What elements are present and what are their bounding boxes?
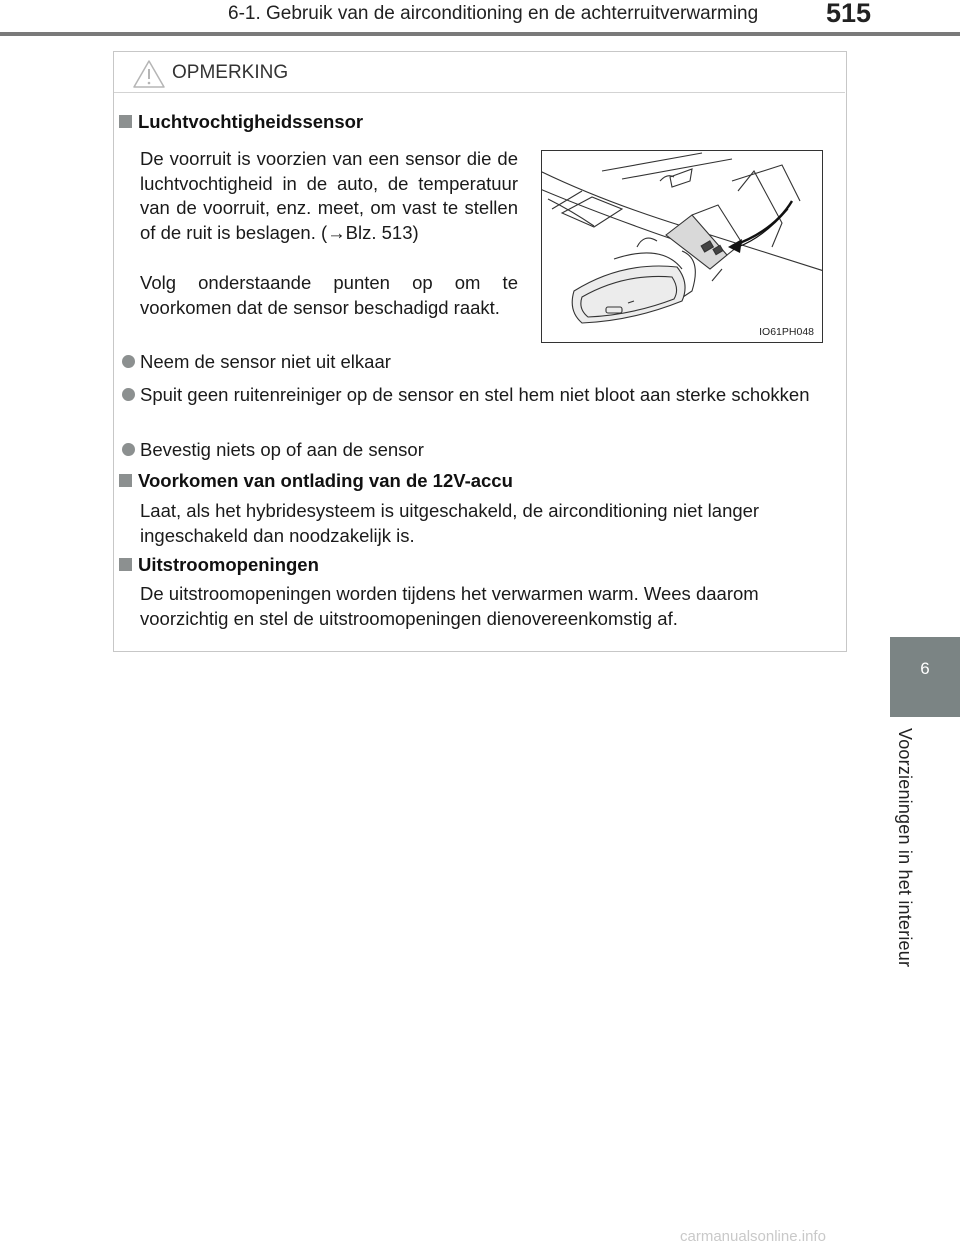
windshield-sensor-drawing <box>542 151 823 343</box>
note-title: OPMERKING <box>172 62 289 83</box>
section-heading <box>119 111 363 133</box>
paragraph: Laat, als het hybridesysteem is uitgeschakeld, de airconditioning niet langer ingeschakeld dan noodzakelijk is. <box>140 500 760 546</box>
section-heading-text: Voorkomen van ontlading van de 12V-accu <box>138 470 513 491</box>
note-header <box>114 52 845 93</box>
round-bullet-icon <box>122 388 135 401</box>
bullet-text: Bevestig niets op of aan de sensor <box>140 439 424 460</box>
paragraph: Volg onderstaande punten op om te voorkomen dat de sensor beschadigd raakt. <box>140 272 518 318</box>
header-rule <box>0 32 960 36</box>
paragraph: De voorruit is voorzien van een sensor die de luchtvochtigheid in de auto, de temperatuur van de voorruit, enz. meet, om vast te stellen of de ruit is beslagen. (→Blz. 513) <box>140 148 518 243</box>
sensor-illustration <box>541 150 823 343</box>
bullet-text: Spuit geen ruitenreiniger op de sensor en stel hem niet bloot aan sterke schokken <box>140 384 810 405</box>
chapter-side-label <box>894 728 918 988</box>
square-bullet-icon <box>119 474 132 487</box>
warning-triangle-icon <box>132 59 166 89</box>
section-heading-text: Uitstroomopeningen <box>138 554 319 575</box>
chapter-tab <box>890 637 960 717</box>
note-box <box>113 51 847 652</box>
section-heading <box>119 470 513 492</box>
square-bullet-icon <box>119 558 132 571</box>
round-bullet-icon <box>122 355 135 368</box>
page-number: 515 <box>826 0 872 28</box>
watermark: carmanualsonline.info <box>680 1228 826 1245</box>
paragraph: De uitstroomopeningen worden tijdens het verwarmen warm. Wees daarom voorzichtig en stel de uitstroomopeningen dienovereenkomstig af. <box>140 583 759 629</box>
figure-code: IO61PH048 <box>759 326 814 338</box>
chapter-number: 6 <box>920 659 930 678</box>
section-header-title: 6-1. Gebruik van de airconditioning en de achterruitverwarming <box>228 3 759 24</box>
round-bullet-icon <box>122 443 135 456</box>
square-bullet-icon <box>119 115 132 128</box>
section-heading-text: Luchtvochtigheidssensor <box>138 111 364 132</box>
section-heading <box>119 554 319 576</box>
bullet-text: Neem de sensor niet uit elkaar <box>140 351 391 372</box>
chapter-label-text: Voorzieningen in het interieur <box>895 728 915 968</box>
